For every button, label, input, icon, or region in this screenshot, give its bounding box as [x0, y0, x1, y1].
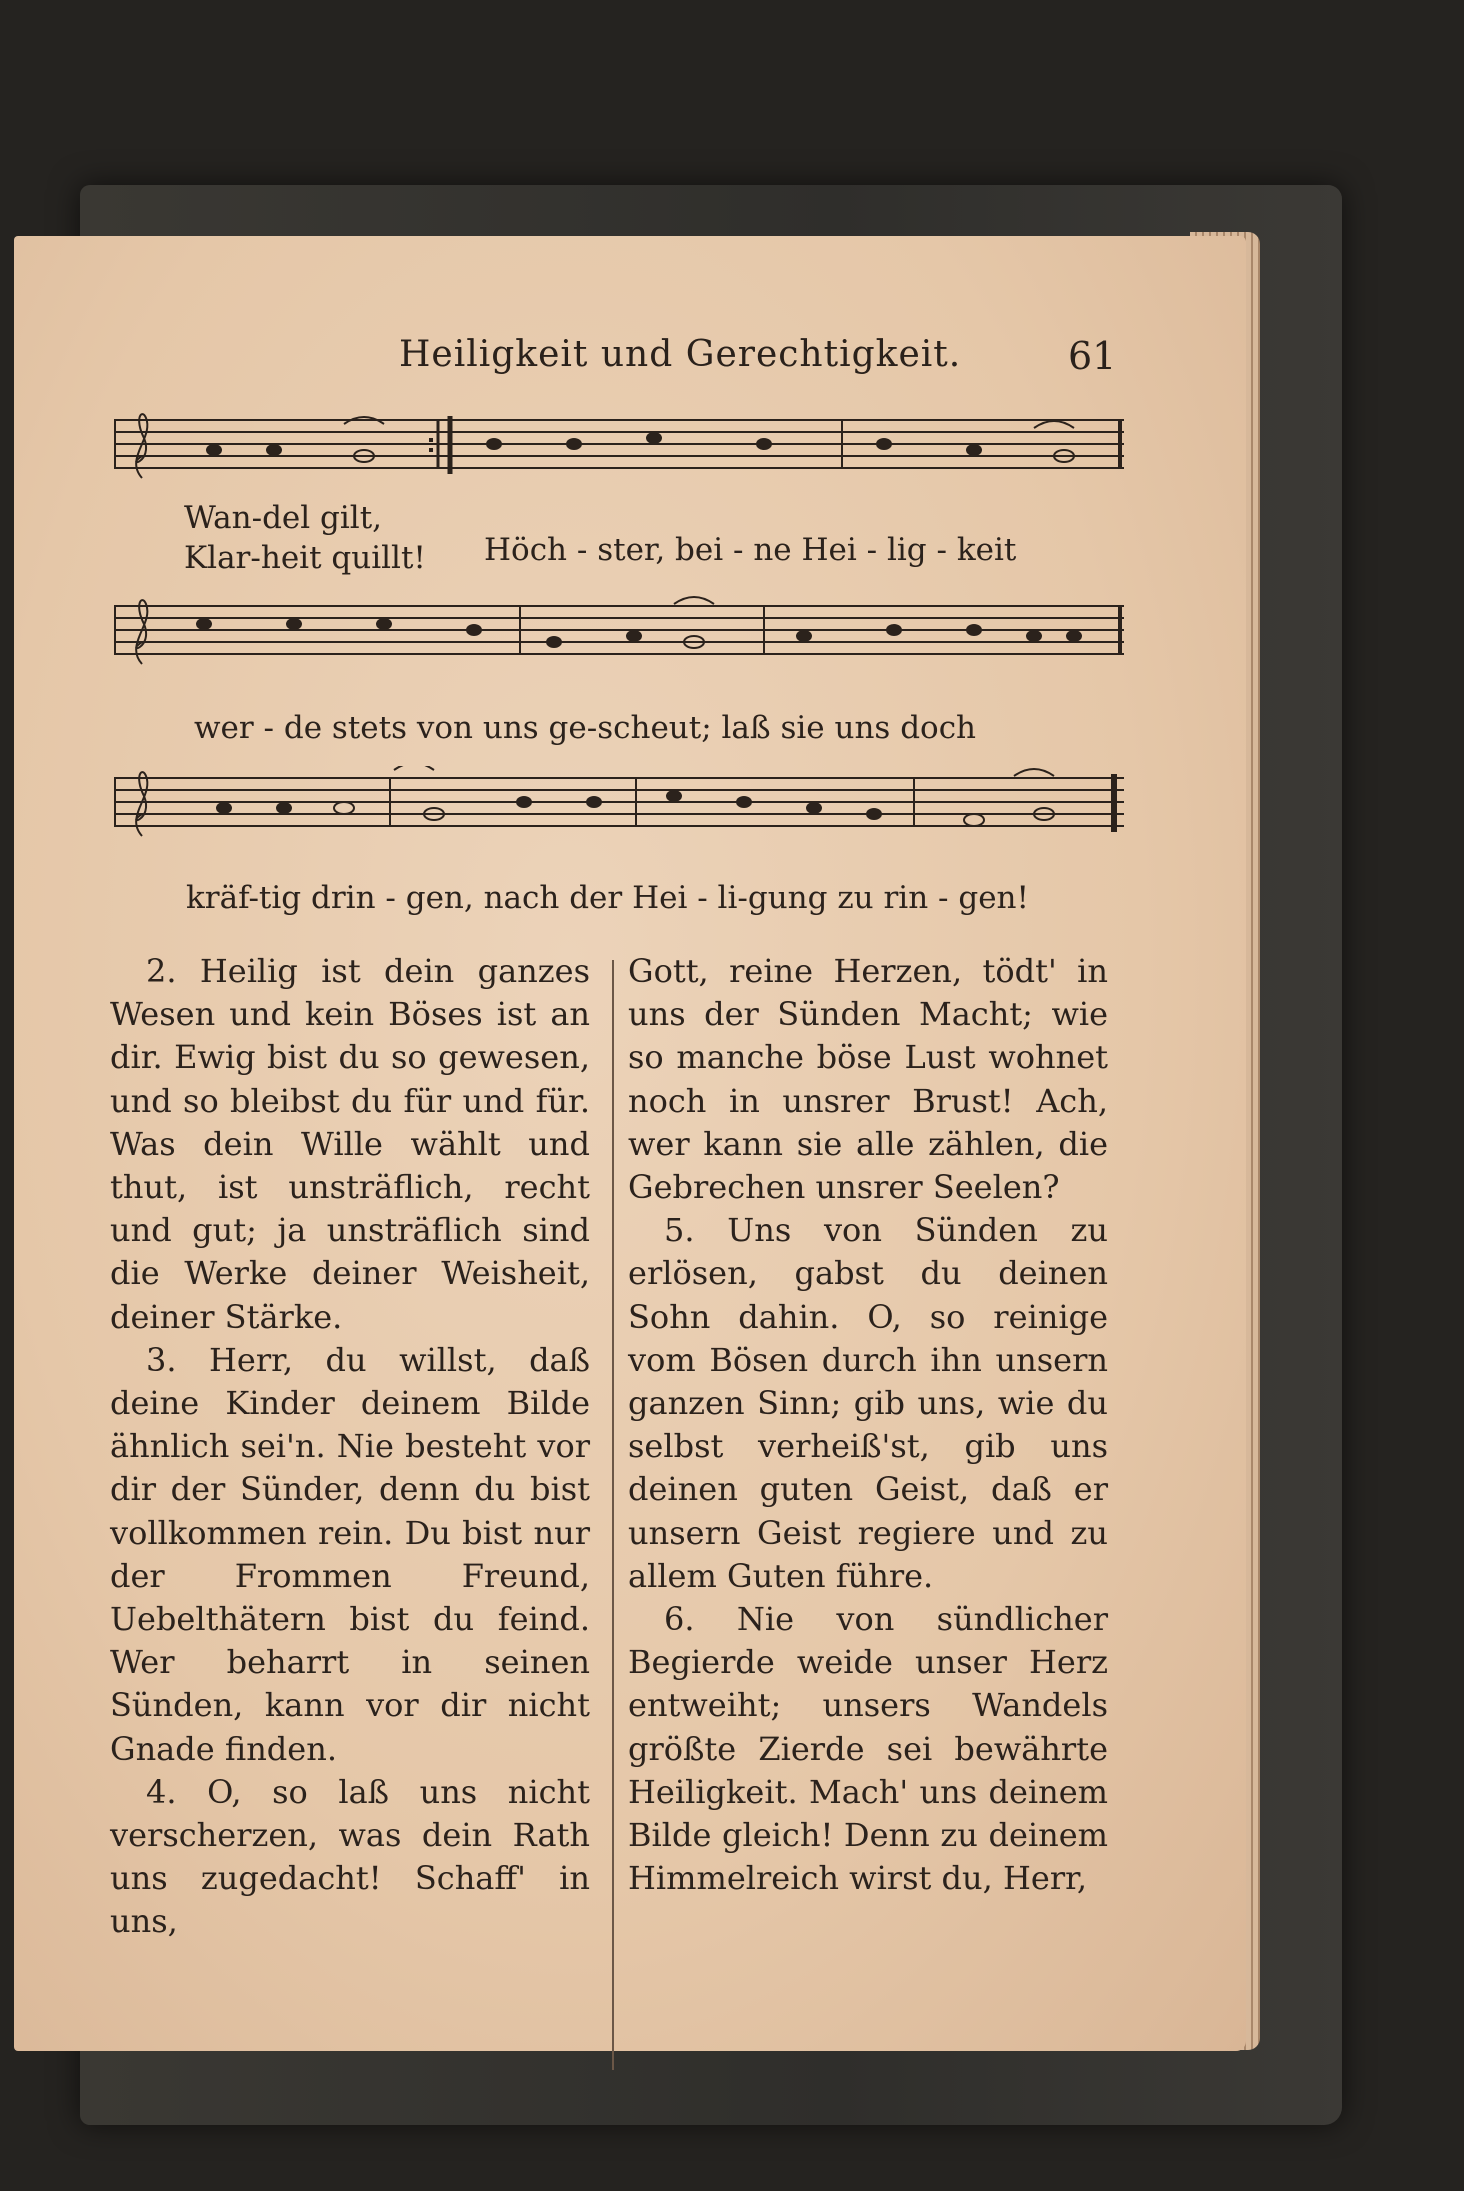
verse-2: 2. Heilig ist dein ganzes Wesen und kein Böses ist an dir. Ewig bist du so gewesen, und so bleibst du für und für. Was dein Wille wählt und thut, ist unsträflich, recht und gut; ja unsträflich sind die Werke deiner Weisheit, deiner Stärke. — [110, 952, 590, 1336]
music-staff-1 — [114, 408, 1129, 488]
lyric-line-1b: Klar-heit quillt! — [184, 540, 426, 576]
page-number: 61 — [1068, 334, 1117, 378]
text-column-right — [628, 950, 1108, 1900]
lyric-line-2: wer - de stets von uns ge-scheut; laß sie uns doch — [194, 710, 977, 746]
verse-3: 3. Herr, du willst, daß deine Kinder deinem Bilde ähnlich sei'n. Nie besteht vor dir der Sünder, denn du bist vollkommen rein. Du bist nur der Frommen Freund, Uebelthätern bist du feind. Wer beharrt in seinen Sünden, kann vor dir nicht Gnade finden. — [110, 1340, 590, 1768]
column-divider — [612, 960, 614, 2070]
lyric-line-1a: Wan-del gilt, — [184, 500, 383, 536]
running-title: Heiligkeit und Gerechtigkeit. — [399, 334, 962, 375]
lyric-line-1c: Höch - ster, bei - ne Hei - lig - keit — [484, 532, 1017, 568]
music-staff-3 — [114, 766, 1129, 846]
music-staff-2 — [114, 594, 1129, 674]
verse-5: 5. Uns von Sünden zu erlösen, gabst du deinen Sohn dahin. O, so reinige vom Bösen durch ihn unsern ganzen Sinn; gib uns, wie du selbst verheiß'st, gib uns deinen guten Geist, daß er unsern Geist regiere und zu allem Guten führe. — [628, 1211, 1108, 1595]
lyric-line-3: kräf-tig drin - gen, nach der Hei - li-gung zu rin - gen! — [186, 880, 1029, 916]
verse-4-continued: Gott, reine Herzen, tödt' in uns der Sünden Macht; wie so manche böse Lust wohnet noch in unsrer Brust! Ach, wer kann sie alle zählen, die Gebrechen unsrer Seelen? — [628, 952, 1108, 1207]
text-column-left — [110, 950, 590, 1944]
verse-4-start: 4. O, so laß uns nicht verscherzen, was dein Rath uns zugedacht! Schaff' in uns, — [110, 1772, 590, 1941]
verse-6: 6. Nie von sündlicher Begierde weide unser Herz entweiht; unsers Wandels größte Zierde sei bewährte Heiligkeit. Mach' uns deinem Bilde gleich! Denn zu deinem Himmelreich wirst du, Herr, — [628, 1600, 1108, 1898]
book-page — [14, 236, 1246, 2051]
